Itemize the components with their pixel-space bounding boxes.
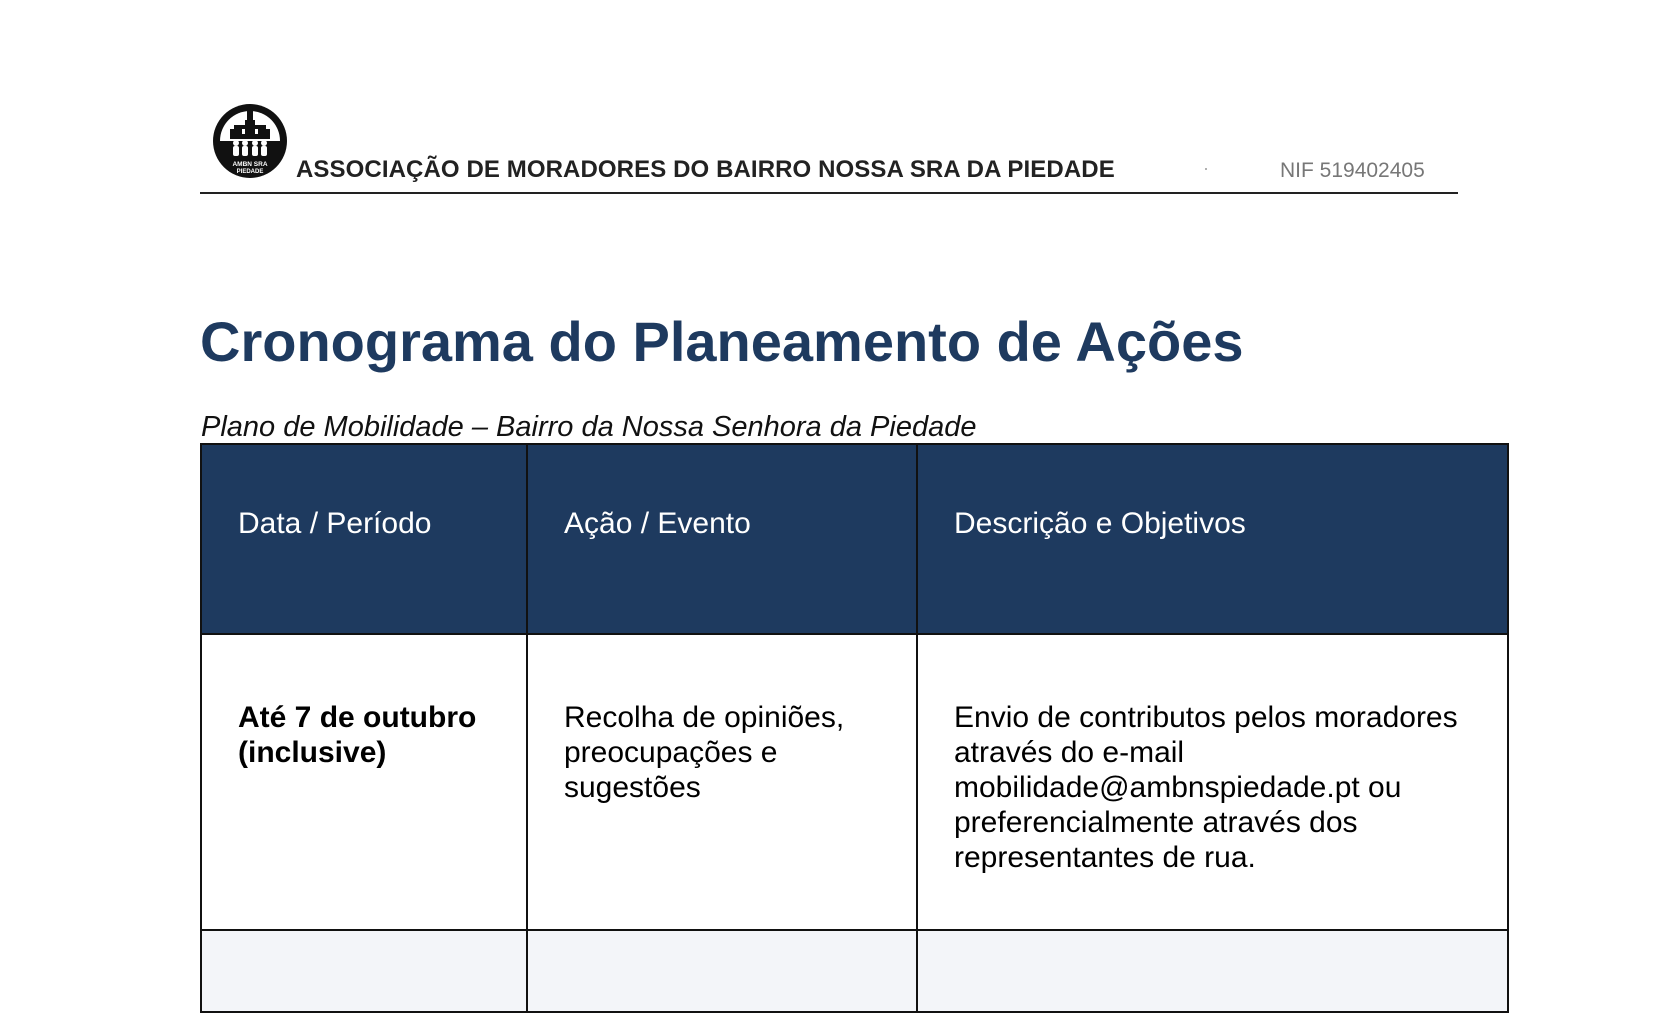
cell-description — [917, 930, 1508, 1012]
page-title: Cronograma do Planeamento de Ações — [200, 310, 1244, 373]
cell-action: Recolha de opiniões, preocupações e sugestões — [527, 634, 917, 930]
table-header — [201, 444, 1508, 634]
schedule-table — [200, 443, 1509, 1013]
column-header-date: Data / Período — [201, 444, 527, 634]
tax-id: NIF 519402405 — [1280, 159, 1425, 182]
cell-action — [527, 930, 917, 1012]
cell-date: Até 7 de outubro (inclusive) — [201, 634, 527, 930]
table-header-row — [201, 444, 1508, 634]
page-subtitle: Plano de Mobilidade – Bairro da Nossa Senhora da Piedade — [201, 411, 977, 443]
header-divider — [200, 192, 1458, 194]
svg-text:PIEDADE: PIEDADE — [236, 169, 264, 175]
table-row — [201, 634, 1508, 930]
header-separator-dot — [1205, 168, 1207, 170]
association-logo — [212, 103, 288, 179]
cell-description: Envio de contributos pelos moradores através do e-mail mobilidade@ambnspiedade.pt ou preferencialmente através dos representantes de rua. — [917, 634, 1508, 930]
column-header-description: Descrição e Objetivos — [917, 444, 1508, 634]
table-row — [201, 930, 1508, 1012]
svg-text:AMBN SRA: AMBN SRA — [232, 161, 268, 168]
column-header-action: Ação / Evento — [527, 444, 917, 634]
cell-date — [201, 930, 527, 1012]
organization-name: ASSOCIAÇÃO DE MORADORES DO BAIRRO NOSSA SRA DA PIEDADE — [296, 156, 1115, 183]
